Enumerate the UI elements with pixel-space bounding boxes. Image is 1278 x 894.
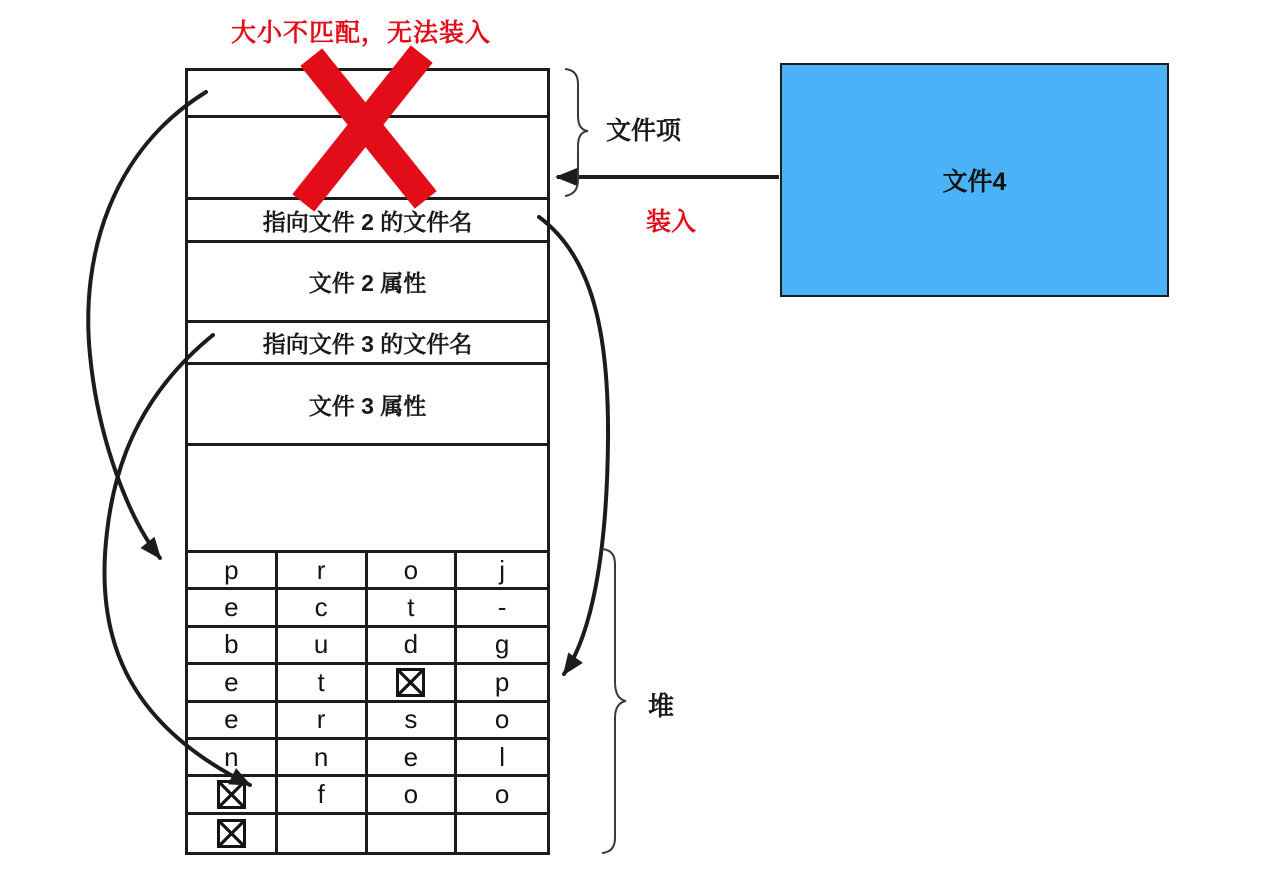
file3-attrs-row: 文件 3 属性 [188,365,547,446]
heap-cell [457,815,547,852]
heap-cell [188,777,278,814]
brace-heap [602,549,626,853]
directory-row-free-1 [188,71,547,118]
heap-cell: t [278,665,368,702]
heap-cell: n [188,740,278,777]
heap-cell: g [457,628,547,665]
directory-row-free-2 [188,118,547,200]
heap-cell: f [278,777,368,814]
heap-cell: - [457,590,547,627]
heap-cell: c [278,590,368,627]
heap-cell: o [457,777,547,814]
heap-label: 堆 [648,691,675,721]
heap-cell [278,815,368,852]
heap-cell: t [368,590,458,627]
file4-label: 文件4 [942,168,1007,196]
brace-file-entry [565,69,588,196]
heap-cell: e [188,590,278,627]
heap-cell: b [188,628,278,665]
heap-cell: o [457,703,547,740]
heap-cell: p [457,665,547,702]
heap-grid [188,553,547,852]
boxed-x-icon [217,780,246,809]
free-space-row [188,446,547,553]
heap-cell: o [368,777,458,814]
heap-cell: r [278,553,368,590]
heap-cell: n [278,740,368,777]
heap-cell: d [368,628,458,665]
heap-cell: r [278,703,368,740]
heap-cell: u [278,628,368,665]
heap-cell: s [368,703,458,740]
heap-cell: l [457,740,547,777]
file2-attrs-row: 文件 2 属性 [188,243,547,323]
heap-cell [368,665,458,702]
heap-cell: e [368,740,458,777]
heap-cell [188,815,278,852]
boxed-x-icon [217,819,246,848]
heap-cell [368,815,458,852]
directory-table [185,68,550,855]
file4-box [780,63,1169,297]
heap-cell: j [457,553,547,590]
load-label: 装入 [646,208,697,236]
heap-cell: e [188,703,278,740]
heap-cell: e [188,665,278,702]
file2-name-row: 指向文件 2 的文件名 [188,200,547,243]
heap-cell: o [368,553,458,590]
boxed-x-icon [396,668,425,697]
mismatch-label: 大小不匹配，无法装入 [231,19,492,47]
file3-name-row: 指向文件 3 的文件名 [188,323,547,365]
heap-cell: p [188,553,278,590]
file-entry-label: 文件项 [606,117,682,145]
